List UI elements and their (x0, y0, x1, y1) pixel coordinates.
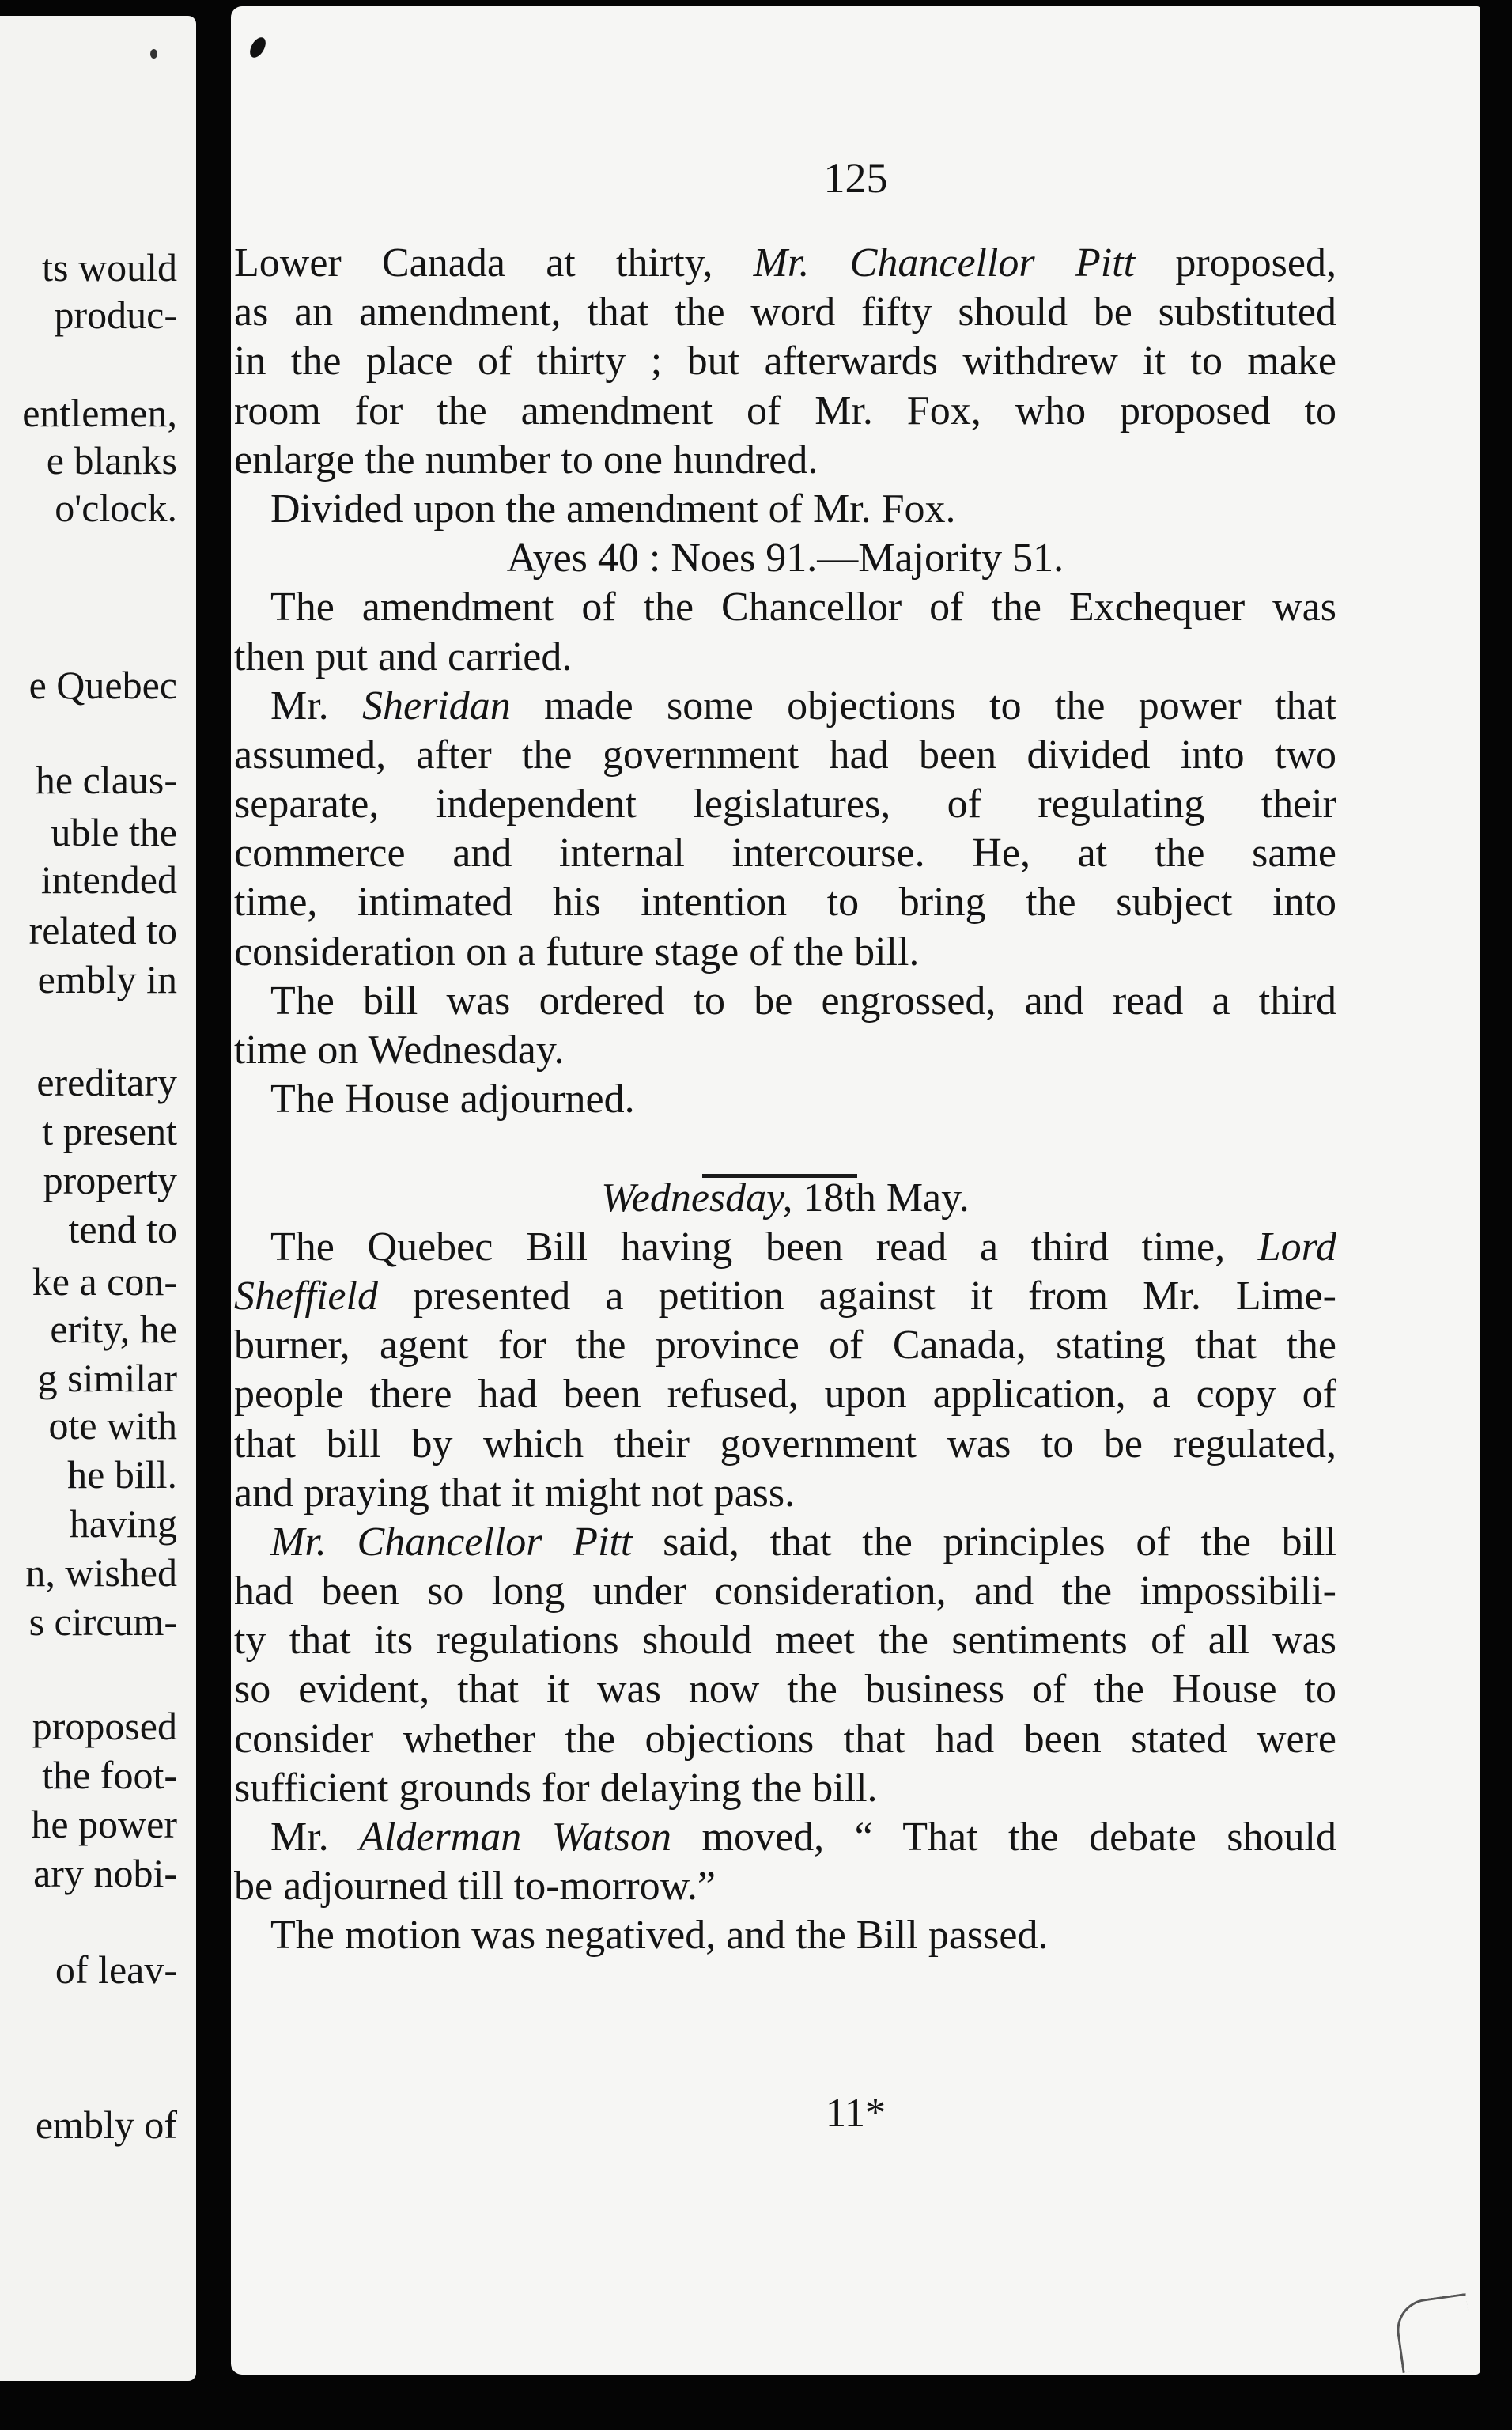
left-page-line: uble the (51, 810, 177, 854)
left-page-line: e blanks (46, 438, 177, 483)
line-text: commerce and internal intercourse. He, at the same (234, 831, 1336, 876)
text-line (234, 682, 1336, 731)
text-line (234, 387, 1336, 436)
left-page-line: embly of (35, 2103, 177, 2147)
left-page-line: g similar (37, 1356, 177, 1400)
line-text: The Quebec Bill having been read a third time, (270, 1224, 1258, 1270)
left-page-line: property (43, 1158, 177, 1202)
text-line (234, 1862, 1336, 1911)
line-text-after: moved, “ That the debate should (671, 1815, 1336, 1860)
line-text: in the place of thirty ; but afterwards withdrew it to make (234, 339, 1336, 384)
text-line (234, 1420, 1336, 1469)
line-text: had been so long under consideration, and the impossibili- (234, 1569, 1336, 1614)
italic-name: Sheridan (362, 683, 511, 729)
line-text-after: said, that the principles of the bill (632, 1519, 1336, 1565)
text-line (234, 977, 1336, 1026)
line-text: and praying that it might not pass. (234, 1470, 796, 1516)
line-text: assumed, after the government had been divided into two (234, 732, 1336, 778)
line-text: Mr. (270, 683, 362, 729)
italic-name: Lord (1257, 1224, 1336, 1270)
line-text: enlarge the number to one hundred. (234, 437, 818, 483)
left-page-line: n, wished (25, 1550, 177, 1595)
line-text: Lower Canada at thirty, (234, 240, 754, 286)
left-page-line: proposed (32, 1704, 177, 1748)
left-page-line: tend to (68, 1207, 177, 1251)
line-text: people there had been refused, upon application, a copy of (234, 1372, 1336, 1418)
text-line (234, 1026, 1336, 1075)
text-line (234, 1272, 1336, 1321)
text-line (234, 1518, 1336, 1567)
page-number: 125 (823, 154, 888, 202)
left-page-line: s circum- (28, 1599, 177, 1644)
text-line (234, 1764, 1336, 1813)
line-text: consideration on a future stage of the bill. (234, 929, 920, 975)
left-page-line: produc- (54, 293, 177, 337)
line-text: Mr. (270, 1815, 360, 1860)
line-text: be adjourned till to-morrow.” (234, 1864, 716, 1910)
left-page-line: e Quebec (28, 663, 177, 707)
left-page-line: entlemen, (22, 391, 177, 435)
text-line (234, 780, 1336, 829)
text-line (234, 1567, 1336, 1616)
line-text: as an amendment, that the word fifty should be substituted (234, 290, 1336, 335)
text-line (234, 1124, 1336, 1173)
text-line (234, 928, 1336, 977)
ink-blot (247, 35, 269, 60)
line-text: The House adjourned. (270, 1077, 635, 1122)
text-line (234, 534, 1336, 583)
left-page-line: related to (28, 908, 177, 952)
left-page-line: the foot- (42, 1753, 177, 1797)
italic-name: Alderman Watson (359, 1815, 672, 1860)
line-text: sufficient grounds for delaying the bill. (234, 1765, 878, 1811)
text-line (234, 633, 1336, 682)
left-page-fragment (0, 16, 196, 2381)
text-line (234, 1616, 1336, 1665)
line-text-after: made some objections to the power that (510, 683, 1336, 729)
line-text: time on Wednesday. (234, 1028, 565, 1073)
line-text-after: proposed, (1135, 240, 1336, 286)
text-line (234, 1223, 1336, 1272)
line-text: that bill by which their government was to be regulated, (234, 1421, 1336, 1467)
text-line (234, 731, 1336, 780)
italic-name: Sheffield (234, 1273, 378, 1319)
italic-name: Wednesday, (601, 1175, 793, 1221)
text-line (234, 829, 1336, 878)
text-line (234, 1715, 1336, 1764)
body-text (234, 239, 1336, 1961)
italic-name: Mr. Chancellor Pitt (753, 240, 1136, 286)
line-text: time, intimated his intention to bring the subject into (234, 880, 1336, 925)
left-page-line: of leav- (55, 1947, 177, 1992)
left-page-line: he bill. (67, 1452, 177, 1497)
left-page-line: he claus- (35, 758, 177, 802)
text-line (234, 1813, 1336, 1862)
line-text: consider whether the objections that had been stated were (234, 1716, 1336, 1762)
ink-speck (150, 49, 157, 59)
text-line (234, 1321, 1336, 1370)
line-text: room for the amendment of Mr. Fox, who proposed to (234, 388, 1336, 433)
line-text: separate, independent legislatures, of regulating their (234, 782, 1336, 827)
left-page-line: ereditary (36, 1060, 177, 1104)
left-page-line: embly in (37, 957, 177, 1001)
left-page-line: ke a con- (32, 1259, 177, 1304)
left-page-line: intended (40, 857, 177, 902)
text-line (234, 288, 1336, 337)
line-text: The bill was ordered to be engrossed, and read a third (270, 978, 1336, 1024)
text-line (234, 1469, 1336, 1518)
left-page-line: erity, he (50, 1307, 177, 1351)
text-line (234, 436, 1336, 485)
line-text: The motion was negatived, and the Bill passed. (270, 1913, 1049, 1959)
text-line (234, 583, 1336, 632)
text-line (234, 485, 1336, 534)
text-line (234, 1370, 1336, 1419)
line-text: The amendment of the Chancellor of the Exchequer was (270, 585, 1336, 630)
line-text-after: 18th May. (792, 1175, 970, 1221)
text-line (234, 337, 1336, 386)
text-line (234, 1911, 1336, 1960)
text-line (234, 878, 1336, 927)
page-corner-curl (1393, 2293, 1475, 2373)
left-page-line: ote with (48, 1403, 177, 1448)
left-page-line: ts would (42, 245, 177, 290)
text-line (234, 1665, 1336, 1714)
text-line (234, 1075, 1336, 1124)
left-page-line: he power (31, 1802, 177, 1846)
line-text: ty that its regulations should meet the sentiments of all was (234, 1618, 1336, 1664)
italic-name: Mr. Chancellor Pitt (270, 1519, 633, 1565)
left-page-line: ary nobi- (33, 1851, 177, 1895)
left-page-line: o'clock. (55, 486, 177, 530)
text-line (234, 1174, 1336, 1223)
signature-mark: 11* (825, 2091, 886, 2136)
line-text: burner, agent for the province of Canada, stating that the (234, 1323, 1336, 1368)
left-page-line: t present (42, 1109, 177, 1153)
line-text-after: presented a petition against it from Mr. Lime- (377, 1273, 1336, 1319)
text-line (234, 239, 1336, 288)
line-text: so evident, that it was now the business of the House to (234, 1667, 1336, 1713)
line-text: Divided upon the amendment of Mr. Fox. (270, 486, 956, 532)
line-text: Ayes 40 : Noes 91.—Majority 51. (506, 536, 1064, 581)
left-page-line: having (69, 1501, 177, 1546)
line-text: then put and carried. (234, 634, 573, 679)
